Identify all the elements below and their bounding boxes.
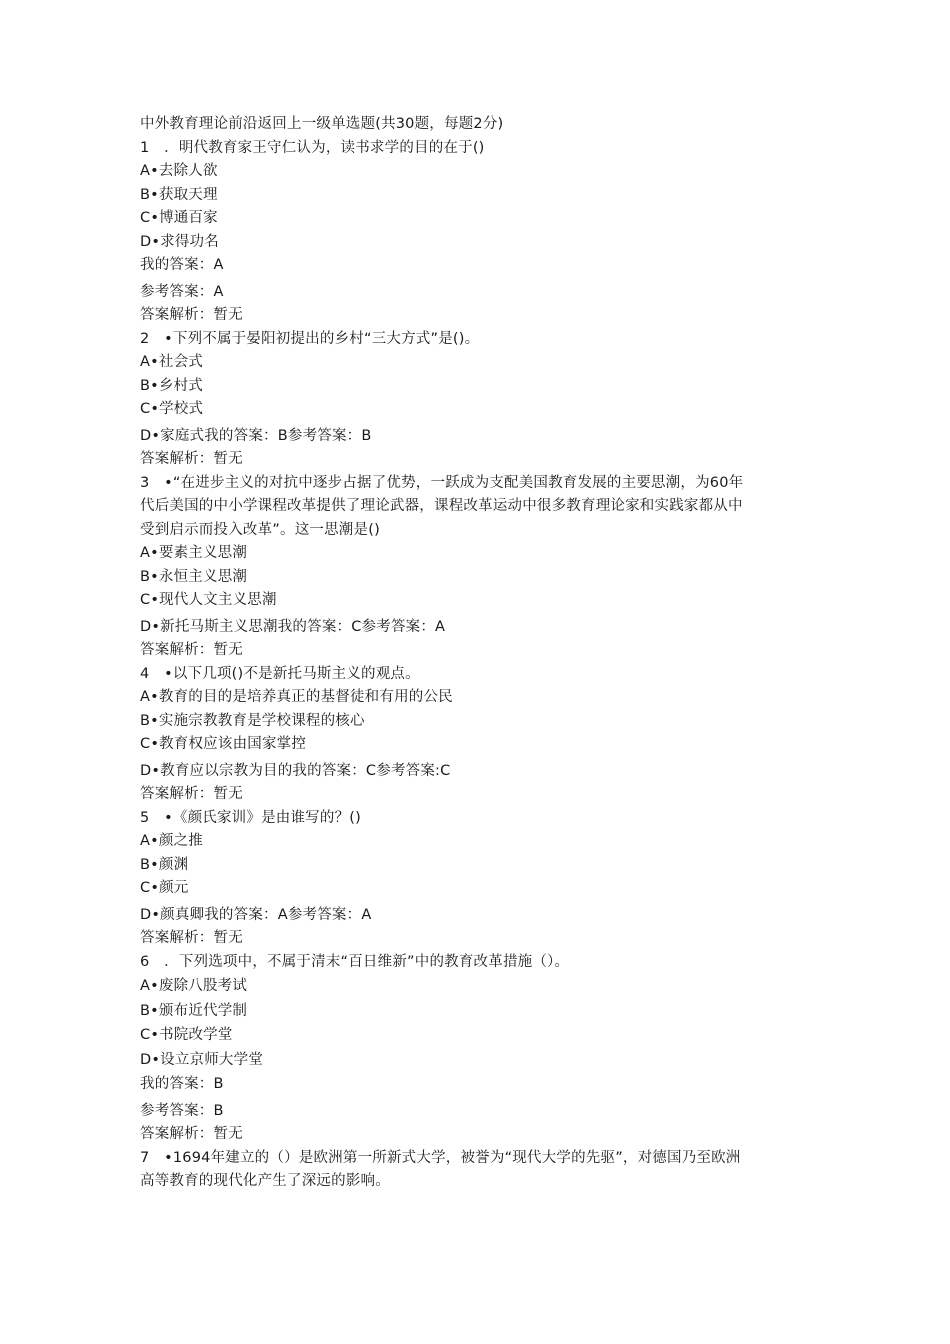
- question-6-option-d: D•设立京师大学堂: [140, 1051, 264, 1068]
- question-7-stem-line-1: 7 •1694年建立的（）是欧洲第一所新式大学，被誉为“现代大学的先驱”，对德国乃至欧洲: [140, 1149, 741, 1166]
- question-2-option-a: A•社会式: [140, 354, 203, 370]
- question-6-option-a: A•废除八股考试: [140, 978, 248, 994]
- question-5-analysis: 答案解析：暂无: [140, 930, 243, 946]
- question-2-option-d: D•家庭式我的答案：B参考答案：B: [140, 427, 372, 444]
- question-4-option-d: D•教育应以宗教为目的我的答案：C参考答案:C: [140, 762, 451, 779]
- question-5-option-c: C•颜元: [140, 880, 189, 896]
- question-3-option-a: A•要素主义思潮: [140, 545, 248, 561]
- question-2-option-c: C•学校式: [140, 401, 204, 417]
- question-7-stem-line-2: 高等教育的现代化产生了深远的影响。: [140, 1173, 390, 1189]
- question-1-option-c: C•博通百家: [140, 210, 218, 226]
- question-3-option-c: C•现代人文主义思潮: [140, 592, 277, 608]
- question-6-option-c: C•书院改学堂: [140, 1027, 233, 1043]
- question-4-option-c: C•教育权应该由国家掌控: [140, 736, 307, 752]
- question-3-option-d: D•新托马斯主义思潮我的答案：C参考答案：A: [140, 618, 446, 635]
- question-2-stem: 2 •下列不属于晏阳初提出的乡村“三大方式”是()。: [140, 330, 480, 347]
- question-6-my-answer: 我的答案：B: [140, 1076, 224, 1092]
- question-2-option-b: B•乡村式: [140, 377, 203, 394]
- question-5-option-b: B•颜渊: [140, 856, 189, 873]
- question-1-option-a: A•去除人欲: [140, 163, 218, 179]
- question-5-option-d: D•颜真卿我的答案：A参考答案：A: [140, 906, 372, 923]
- question-3-stem-line-1: 3 •“在进步主义的对抗中逐步占据了优势，一跃成为支配美国教育发展的主要思潮，为60年: [140, 474, 744, 491]
- question-6-option-b: B•颁布近代学制: [140, 1002, 248, 1019]
- question-6-analysis: 答案解析：暂无: [140, 1126, 243, 1142]
- question-4-option-b: B•实施宗教教育是学校课程的核心: [140, 712, 365, 729]
- question-6-stem: 6 ．下列选项中，不属于清末“百日维新”中的教育改革措施（）。: [140, 953, 570, 970]
- question-2-analysis: 答案解析：暂无: [140, 451, 243, 467]
- question-3-stem-line-3: 受到启示而投入改革”。这一思潮是(): [140, 521, 380, 538]
- document-header: 中外教育理论前沿返回上一级单选题(共30题，每题2分): [140, 116, 504, 132]
- question-1-option-d: D•求得功名: [140, 233, 219, 250]
- question-1-option-b: B•获取天理: [140, 186, 218, 203]
- question-4-option-a: A•教育的目的是培养真正的基督徒和有用的公民: [140, 689, 453, 705]
- question-3-stem-line-2: 代后美国的中小学课程改革提供了理论武器，课程改革运动中很多教育理论家和实践家都从中: [140, 498, 743, 514]
- question-1-stem: 1 ．明代教育家王守仁认为，读书求学的目的在于(): [140, 139, 485, 156]
- question-1-my-answer: 我的答案：A: [140, 257, 224, 273]
- question-6-ref-answer: 参考答案：B: [140, 1102, 224, 1119]
- document-body: [140, 113, 810, 1194]
- question-3-analysis: 答案解析：暂无: [140, 642, 243, 658]
- question-1-analysis: 答案解析：暂无: [140, 307, 243, 323]
- question-4-stem: 4 •以下几项()不是新托马斯主义的观点。: [140, 665, 420, 682]
- question-3-option-b: B•永恒主义思潮: [140, 568, 248, 585]
- question-4-analysis: 答案解析：暂无: [140, 786, 243, 802]
- question-5-stem: 5 •《颜氏家训》是由谁写的？(): [140, 809, 361, 826]
- question-5-option-a: A•颜之推: [140, 833, 203, 849]
- question-1-ref-answer: 参考答案：A: [140, 283, 224, 300]
